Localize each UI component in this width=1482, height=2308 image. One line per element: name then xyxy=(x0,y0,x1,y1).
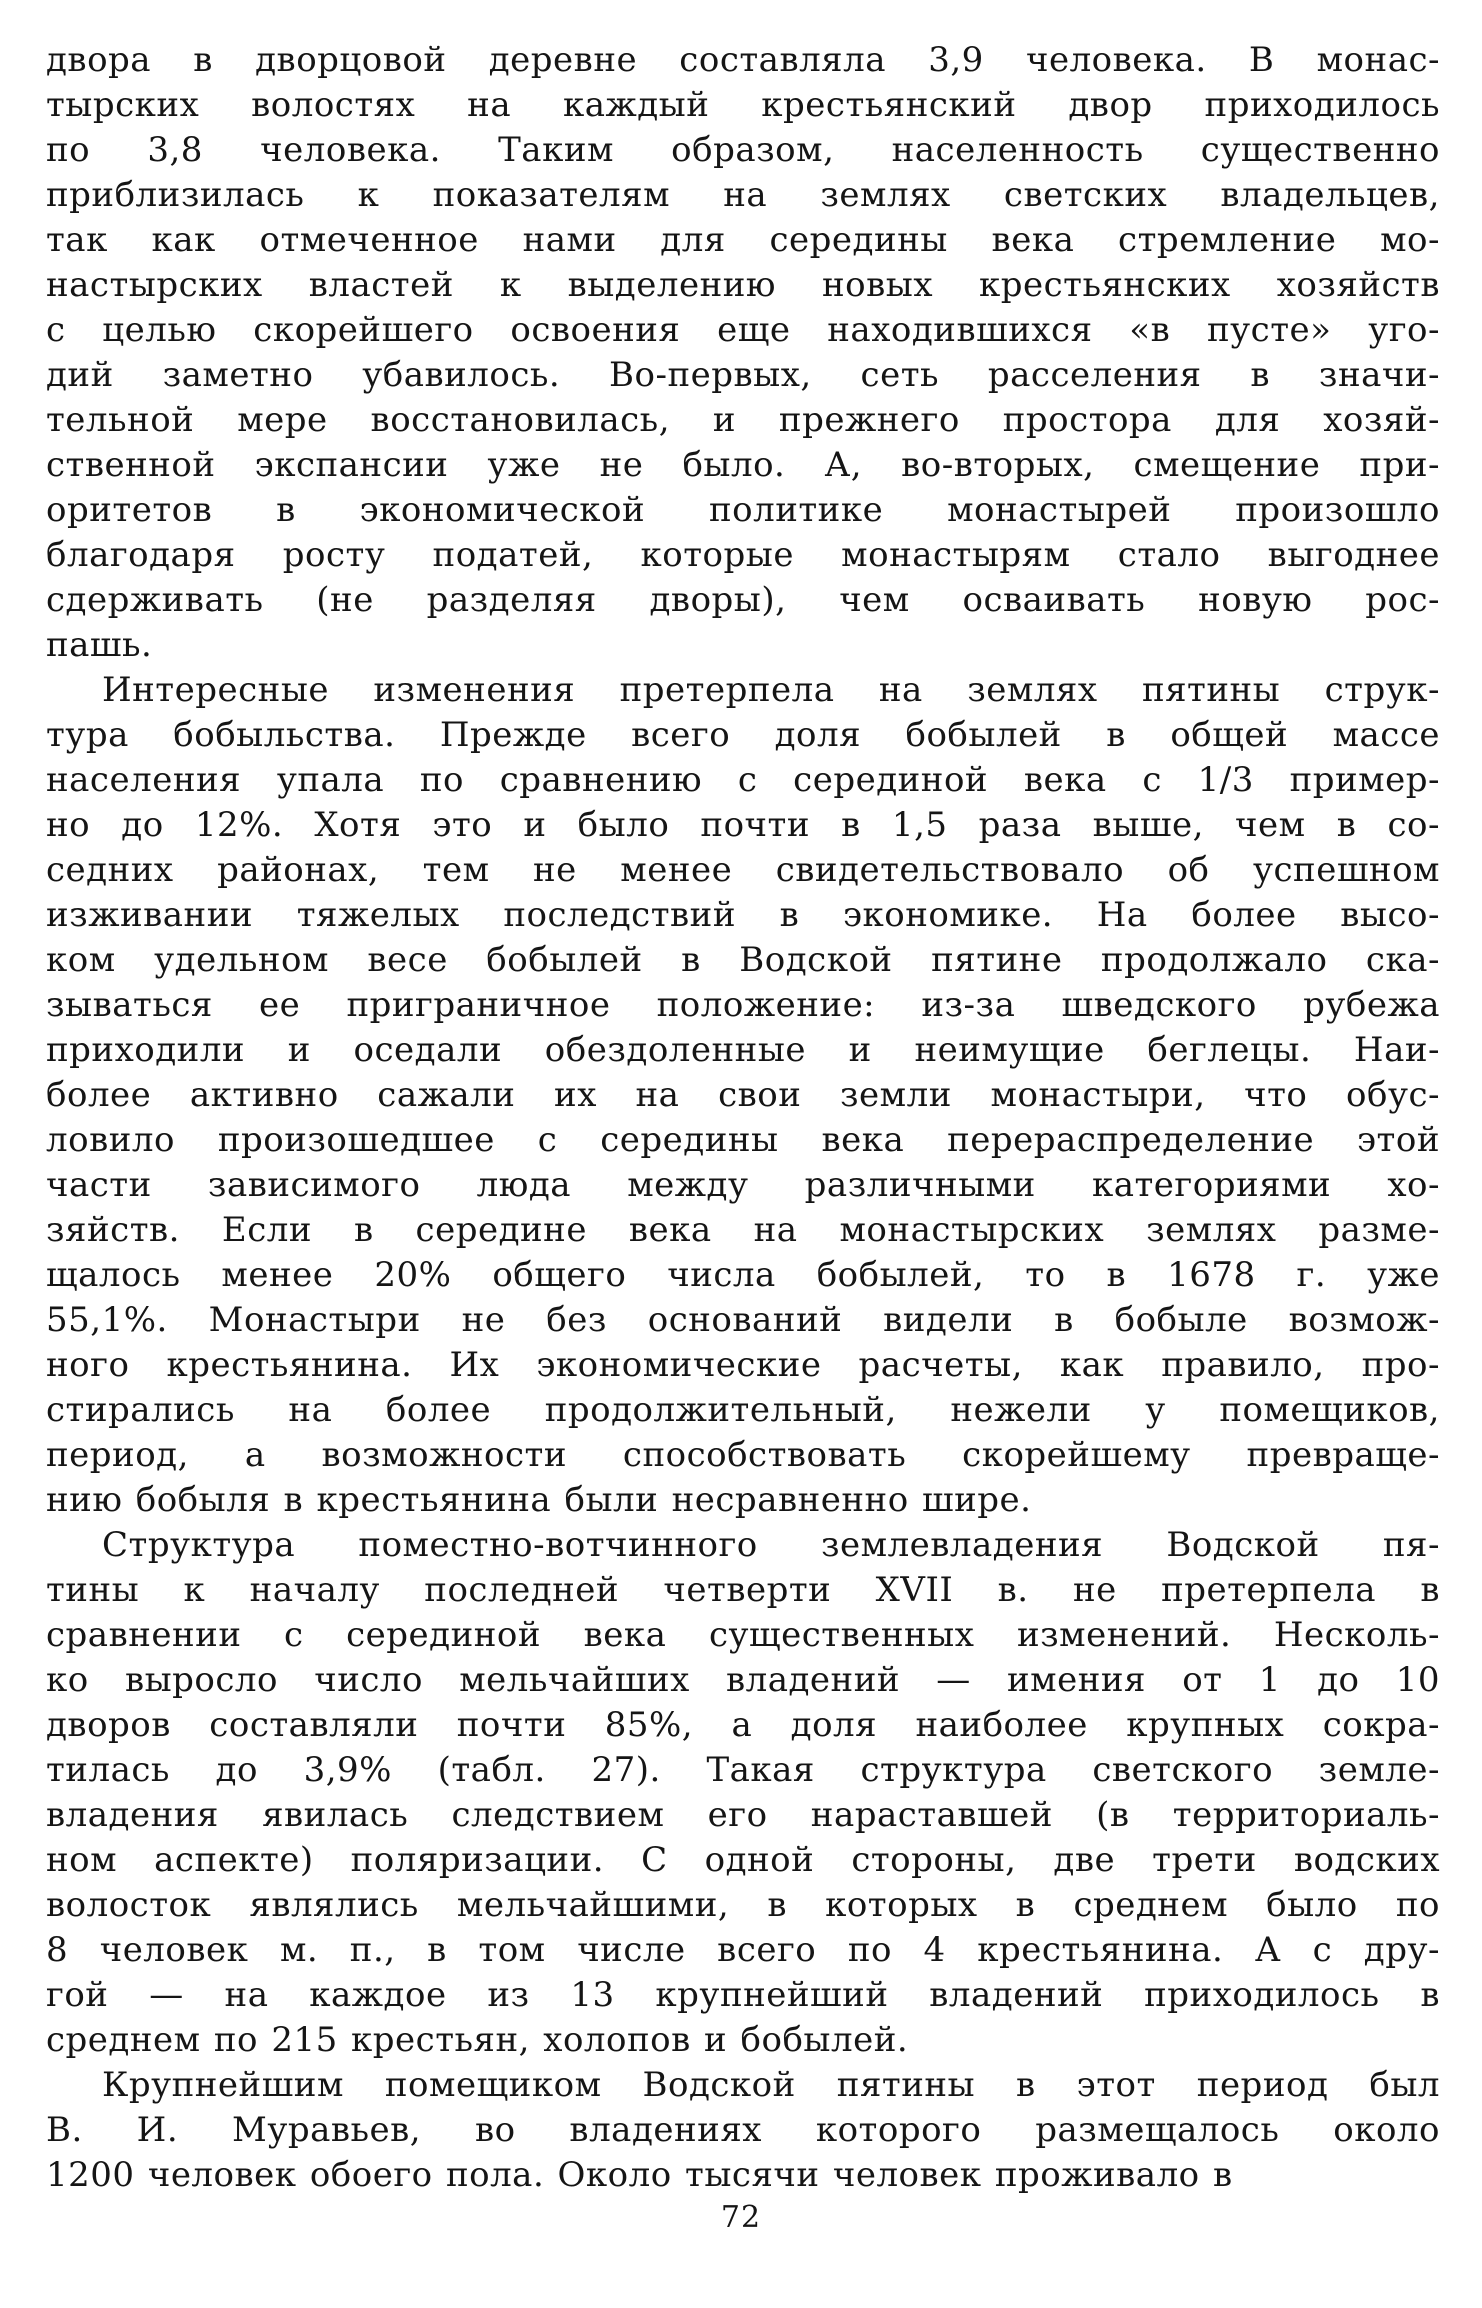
text-line: седних районах, тем не менее свидетельствовало об успешном xyxy=(46,850,1440,890)
text-line: благодаря росту податей, которые монастырям стало выгоднее xyxy=(46,535,1440,575)
text-line: волосток являлись мельчайшими, в которых в среднем было по xyxy=(46,1885,1440,1925)
text-line: приходили и оседали обездоленные и неимущие беглецы. Наи- xyxy=(46,1030,1440,1070)
text-line: населения упала по сравнению с серединой века с 1/3 пример- xyxy=(46,760,1440,800)
text-line: двора в дворцовой деревне составляла 3,9 человека. В монас- xyxy=(46,40,1440,80)
text-line: части зависимого люда между различными категориями хо- xyxy=(46,1165,1440,1205)
text-line: ко выросло число мельчайших владений — имения от 1 до 10 xyxy=(46,1660,1440,1700)
text-line: тура бобыльства. Прежде всего доля бобылей в общей массе xyxy=(46,715,1440,755)
text-line: щалось менее 20% общего числа бобылей, то в 1678 г. уже xyxy=(46,1255,1440,1295)
text-line: дий заметно убавилось. Во-первых, сеть расселения в значи- xyxy=(46,355,1440,395)
text-line: тельной мере восстановилась, и прежнего простора для хозяй- xyxy=(46,400,1440,440)
body-text xyxy=(46,38,1440,2198)
text-line: но до 12%. Хотя это и было почти в 1,5 раза выше, чем в со- xyxy=(46,805,1440,845)
text-line: пашь. xyxy=(46,625,153,665)
text-line: владения явилась следствием его нараставшей (в территориаль- xyxy=(46,1795,1440,1835)
text-line: изживании тяжелых последствий в экономике. На более высо- xyxy=(46,895,1440,935)
paragraph xyxy=(46,1523,1440,2063)
text-line: так как отмеченное нами для середины века стремление мо- xyxy=(46,220,1440,260)
text-line: настырских властей к выделению новых крестьянских хозяйств xyxy=(46,265,1440,305)
text-line: Крупнейшим помещиком Водской пятины в этот период был xyxy=(102,2065,1440,2105)
text-line: период, а возможности способствовать скорейшему превраще- xyxy=(46,1435,1440,1475)
text-line: ловило произошедшее с середины века перераспределение этой xyxy=(46,1120,1440,1160)
text-line: сравнении с серединой века существенных изменений. Несколь- xyxy=(46,1615,1440,1655)
text-line: тырских волостях на каждый крестьянский двор приходилось xyxy=(46,85,1440,125)
text-line: по 3,8 человека. Таким образом, населенность существенно xyxy=(46,130,1440,170)
text-line: приблизилась к показателям на землях светских владельцев, xyxy=(46,175,1440,215)
text-line: дворов составляли почти 85%, а доля наиболее крупных сокра- xyxy=(46,1705,1440,1745)
text-line: 8 человек м. п., в том числе всего по 4 крестьянина. А с дру- xyxy=(46,1930,1440,1970)
text-line: зываться ее приграничное положение: из-за шведского рубежа xyxy=(46,985,1440,1025)
text-line: 1200 человек обоего пола. Около тысячи человек проживало в xyxy=(46,2155,1233,2195)
paragraph xyxy=(46,38,1440,668)
text-line: Интересные изменения претерпела на землях пятины струк- xyxy=(102,670,1440,710)
text-line: ном аспекте) поляризации. С одной стороны, две трети водских xyxy=(46,1840,1440,1880)
text-line: с целью скорейшего освоения еще находившихся «в пусте» уго- xyxy=(46,310,1440,350)
text-line: сдерживать (не разделяя дворы), чем осваивать новую рос- xyxy=(46,580,1440,620)
page-number: 72 xyxy=(720,2200,762,2235)
text-line: В. И. Муравьев, во владениях которого размещалось около xyxy=(46,2110,1440,2150)
paragraph xyxy=(46,2063,1440,2198)
text-line: среднем по 215 крестьян, холопов и бобылей. xyxy=(46,2020,909,2060)
text-line: ком удельном весе бобылей в Водской пятине продолжало ска- xyxy=(46,940,1440,980)
text-line: гой — на каждое из 13 крупнейший владений приходилось в xyxy=(46,1975,1440,2015)
text-line: ного крестьянина. Их экономические расчеты, как правило, про- xyxy=(46,1345,1440,1385)
text-line: 55,1%. Монастыри не без оснований видели в бобыле возмож- xyxy=(46,1300,1440,1340)
text-line: Структура поместно-вотчинного землевладения Водской пя- xyxy=(102,1525,1440,1565)
text-line: стирались на более продолжительный, нежели у помещиков, xyxy=(46,1390,1440,1430)
text-line: более активно сажали их на свои земли монастыри, что обус- xyxy=(46,1075,1440,1115)
text-line: ственной экспансии уже не было. А, во-вторых, смещение при- xyxy=(46,445,1440,485)
text-line: нию бобыля в крестьянина были несравненно шире. xyxy=(46,1480,1032,1520)
paragraph xyxy=(46,668,1440,1523)
text-line: тилась до 3,9% (табл. 27). Такая структура светского земле- xyxy=(46,1750,1440,1790)
text-line: зяйств. Если в середине века на монастырских землях разме- xyxy=(46,1210,1440,1250)
text-line: оритетов в экономической политике монастырей произошло xyxy=(46,490,1440,530)
text-line: тины к началу последней четверти XVII в. не претерпела в xyxy=(46,1570,1440,1610)
